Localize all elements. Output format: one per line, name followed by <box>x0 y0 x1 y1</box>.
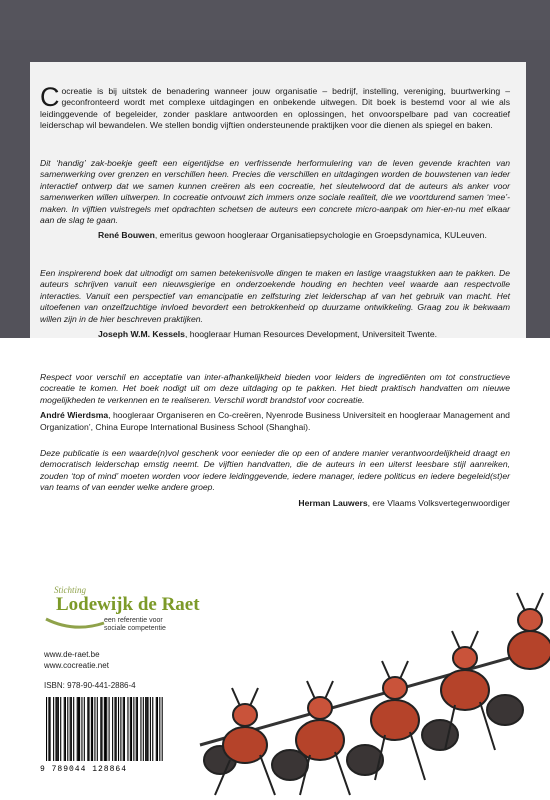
blurb-author: René Bouwen <box>98 230 155 241</box>
blurb-author: André Wierdsma <box>40 410 109 421</box>
blurb-attribution <box>40 230 510 241</box>
website-link[interactable]: www.de-raet.be <box>44 650 100 659</box>
blurb-1 <box>40 158 510 242</box>
dropcap: C <box>40 82 60 112</box>
logo-tagline <box>104 617 166 633</box>
website-link[interactable]: www.cocreatie.net <box>44 661 109 670</box>
ant-figure <box>200 593 550 795</box>
blurb-role: , hoogleraar Organiseren en Co-creëren, Nyenrode Business Universiteit en hoogleraar Management and Organization’, China Europe International Business School (Shanghai). <box>40 410 510 432</box>
blurb-author: Herman Lauwers <box>298 497 368 508</box>
barcode-bars-icon <box>40 695 168 763</box>
blurb-role: , hoogleraar Human Resources Development, Universiteit Twente. <box>184 329 437 340</box>
blurb-3 <box>40 372 510 433</box>
logo-swoosh-icon <box>44 615 106 631</box>
blurb-4 <box>40 448 510 509</box>
blurb-quote: Een inspirerend boek dat uitnodigt om samen betekenisvolle dingen te maken en lastige vraagstukken aan te pakken. De auteurs schrijven vanuit een nieuwsgierige en onderzoekende houding en hechten veel waarde aan respectvolle interacties. Vanuit een perspectief van emancipatie en zelfsturing ziet leiderschap af van het gebruik van macht. Het uitoefenen van onzelfzuchtige invloed bevordert een betrokkenheid op duurzame ontwikkeling. Graag zou ik bekwaam willen zijn in de hier beschreven praktijken. <box>40 268 510 324</box>
intro-body: ocreatie is bij uitstek de benadering wanneer jouw organisatie – bedrijf, instelling, vereniging, buurtwerking – geconfronteerd wordt met complexe uitdagingen en onbekende uitwegen. Dit boek is bestemd voor al wie als leidinggevende of begeleider, zonder pasklare antwoorden en oplossingen, het onvoorspelbare pad van cocreatief leiderschap wil bewandelen. We stellen bondig vijftien ondersteunende praktijken voor die dienen als spiegel en baken. <box>40 86 510 131</box>
logo-small-text: Stichting <box>54 585 86 595</box>
barcode <box>40 695 168 775</box>
blurb-quote: Dit ‘handig’ zak-boekje geeft een eigentijdse en verfrissende herformulering van de leven gevende krachten van samenwerking over grenzen en verschillen heen. Precies die verschillen en uitdagingen worden de bouwstenen van ieder interactief ontwerp dat we samen kunnen creëren als een cocreatie, het sleutelwoord dat de auteurs als anker voor samenwerken willen uitwerpen. In cocreatie ontvouwt zich immers onze sociale realiteit, die we voortdurend samen ‘mee’-maken. In vijftien vuistregels met opdrachten schetsen de auteurs een concrete micro-aanpak om hier-en-nu met elkaar aan de slag te gaan. <box>40 158 510 226</box>
logo-tagline-line: een referentie voor <box>104 617 163 624</box>
blurb-quote: Deze publicatie is een waarde(n)vol geschenk voor eenieder die op een of andere manier verantwoordelijkheid draagt en democratisch leiderschap emstig neemt. De vijftien handvatten, die de auteurs in een uiterst leesbare stijl aanreiken, zouden ‘top of mind’ moeten worden voor iedere leidinggevende, iedere manager, iedere politicus en iedere begeleid(st)er van teams of van eender welke andere groep. <box>40 448 510 493</box>
publisher-logo <box>44 585 204 641</box>
top-band <box>0 0 550 40</box>
blurb-2 <box>40 268 510 340</box>
ants-illustration <box>160 560 550 800</box>
blurb-role: , emeritus gewoon hoogleraar Organisatiepsychologie en Groepsdynamica, KULeuven. <box>154 230 487 241</box>
isbn: ISBN: 978-90-441-2886-4 <box>44 681 136 690</box>
blurb-author: Joseph W.M. Kessels <box>98 329 185 340</box>
logo-title: Lodewijk de Raet <box>56 594 200 615</box>
blurb-role: , ere Vlaams Volksvertegenwoordiger <box>367 497 510 508</box>
blurb-quote: Respect voor verschil en acceptatie van inter-afhankelijkheid bieden voor leiders de ingrediënten om tot constructieve cocreatie te komen. Het boek nodigt uit om deze uitdaging op te pakken. Het biedt praktisch handvatten om nieuwe mogelijkheden te verkennen en te realiseren. Verschil wordt brandstof voor cocreatie. <box>40 372 510 405</box>
barcode-number: 9 789044 128864 <box>40 765 128 774</box>
blurb-attribution <box>40 410 510 433</box>
logo-tagline-line: sociale competentie <box>104 625 166 632</box>
blurb-attribution <box>40 498 510 509</box>
blurb-attribution <box>40 329 510 340</box>
intro-text <box>40 82 510 132</box>
